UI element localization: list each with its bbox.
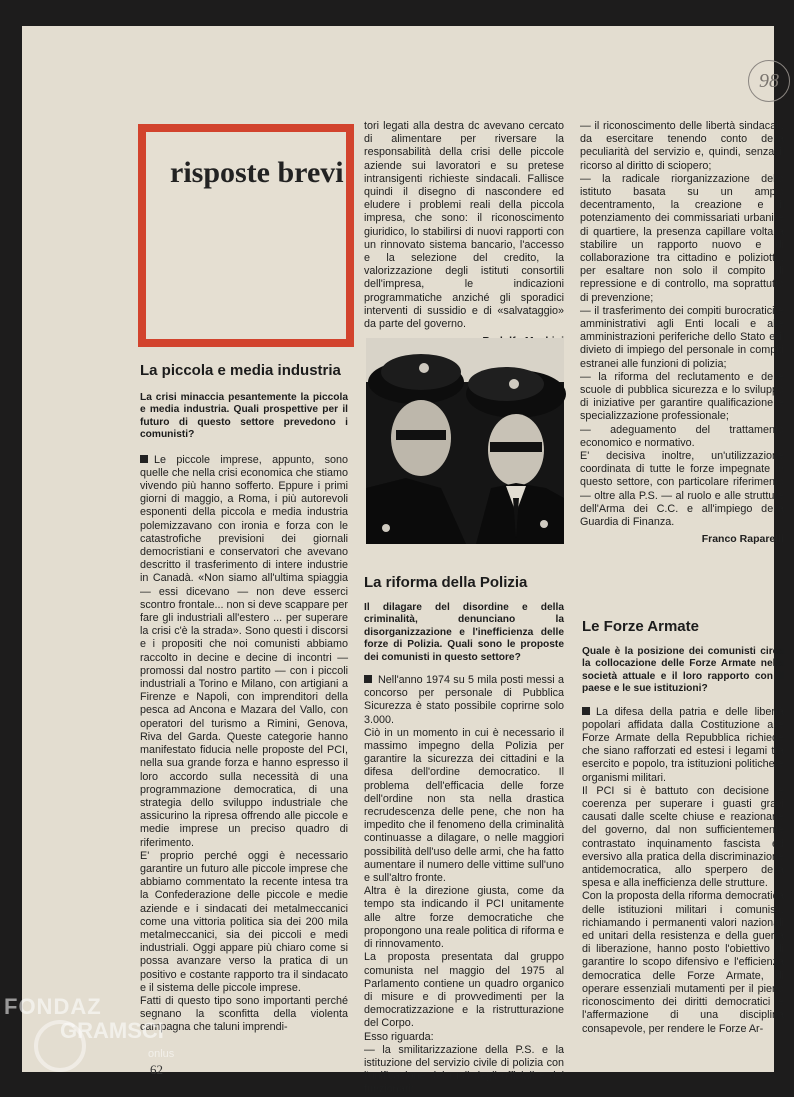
article-question-riforma-polizia: Il dilagare del disordine e della criminalità, denunciano la disorganizzazione e l'inefficienza delle forze di Polizia. Quali sono le proposte dei comunisti in questo settore? xyxy=(364,602,564,663)
section-title-box xyxy=(138,124,354,347)
article-paragraph: La proposta presentata dal gruppo comunista nel maggio del 1975 al Parlamento contiene un quadro organico di misure e di provvedimenti per la democratizzazione e la ristrutturazione del Corpo. xyxy=(364,951,564,1030)
column-3-top xyxy=(580,120,784,552)
police-officers-photo xyxy=(366,338,564,544)
list-item: — la radicale riorganizzazione dello istituto basata su un ampio decentramento, la creazione e il potenziamento dei commissariati urbani e di quartiere, la presenza capillare volta a stabilire un rapporto nuovo e di collaborazione tra cittadino e poliziotto, per esaltare non solo il compito di repressione e di controllo, ma soprattutto di prevenzione; xyxy=(580,172,784,304)
police-photo-illustration xyxy=(366,338,564,544)
column-2-top xyxy=(364,120,564,332)
article-paragraph: Fatti di questo tipo sono importanti perché segnano la sconfitta della violenta campagna che taluni imprendi- xyxy=(140,994,348,1034)
list-item: — il trasferimento dei compiti burocratici e amministrativi agli Enti locali e alle amministrazioni periferiche dello Stato e il divieto di impiego del personale in compiti estranei alle funzioni di polizia; xyxy=(580,304,784,370)
article-paragraph: Con la proposta della riforma democratica delle istituzioni militari i comunisti, richiamando i permanenti valori nazionali ed unitari della resistenza e della guerra di liberazione, hanno posto l'obiettivo di garantire lo scopo difensivo e l'efficienza democratica delle Forze Armate, di operare essenziali mutamenti per il pieno riconoscimento dei diritti democratici e l'affermazione di una disciplina consapevole, per rendere le Forze Ar- xyxy=(582,890,784,1035)
article-paragraph: Il PCI si è battuto con decisione e coerenza per superare i guasti gravi causati dalle scelte chiuse e reazionarie del governo, dal non sufficientemente contrastato inquinamento fascista ed eversivo alla pratica della discriminazione antidemocratica, allo sperpero della spesa e alla inefficienza delle strutture. xyxy=(582,784,784,890)
section-title: risposte brevi xyxy=(170,156,344,189)
bullet-square-icon xyxy=(364,675,372,683)
article-paragraph: Le piccole imprese, appunto, sono quelle che nella crisi economica che stiamo vivendo più hanno sofferto. Eppure i primi giorni di maggio, a Roma, i più autorevoli esponenti della piccola e media industria polemizzavano con ironia e forza con le catastrofiche previsioni dei giornali democristiani e conservatori che avevano descritto il trasferimento di intere industrie in Canadà. «Non siamo all'ultima spiaggia — essi dicevano — non deve esserci scontro frontale... non si deve scappare per fare gli industriali all'estero ... per superare la crisi c'è la strada». Sono questi i discorsi e i propositi che noi comunisti abbiamo raccolto in decine e decine di incontri — promossi dal nostro partito — con i piccoli industriali a Torino e Milano, con artigiani a Firenze e Napoli, con imprenditori della pesca ad Ancona e Mazara del Vallo, con operatori del turismo a Rimini, Genova, Riva del Garda. Queste categorie hanno manifestato fiducia nelle proposte del PCI, nella sua grande forza e hanno espresso il loro accordo sulla necessità di una programmazione democratica, di una strategia dello sviluppo industriale che assicurino la ripresa offrendo alle piccole e medie imprese un preciso quadro di riferimento. xyxy=(140,453,348,849)
article-paragraph: Nell'anno 1974 su 5 mila posti messi a concorso per personale di Pubblica Sicurezza è stato possibile coprirne solo 3.000. xyxy=(364,674,564,726)
article-paragraph: tori legati alla destra dc avevano cercato di alimentare per riversare la responsabilità della crisi delle piccole aziende sui lavoratori e su pretese intransigenti richieste sindacali. Fallisce quindi il disegno di nascondere ed eludere i problemi reali della piccola impresa, che sono: il riconoscimento giuridico, lo stabilirsi di nuovi rapporti con un rinnovato sistema bancario, l'accesso e la selezione del credito, la valorizzazione degli istituti consortili dell'impresa, le indicazioni programmatiche anziché gli sporadici interventi di sussidio e di «salvataggio» da parte del governo. xyxy=(364,120,564,331)
bullet-square-icon xyxy=(140,455,148,463)
article-question-piccola-industria: La crisi minaccia pesantemente la piccola e media industria. Quali prospettive per il futuro di questo settore prevedono i comunisti? xyxy=(140,392,348,441)
column-1 xyxy=(140,362,348,1062)
article-paragraph: Altra è la direzione giusta, come da tempo sta indicando il PCI unitamente alle altre forze democratiche che propongono una reale politica di riforma e di rinnovamento. xyxy=(364,885,564,951)
page-number: 62 xyxy=(150,1062,163,1077)
article-question-forze-armate: Quale è la posizione dei comunisti circa la collocazione delle Forze Armate nella società attuale e il loro rapporto con il paese e le sue istituzioni? xyxy=(582,646,784,695)
article-paragraph: La difesa della patria e delle libertà popolari affidata dalla Costituzione alle Forze Armate della Repubblica richiede che siano rafforzati ed estesi i legami tra esercito e popolo, tra istituzioni politiche e organismi militari. xyxy=(582,705,784,784)
list-item: — adeguamento del trattamento economico e normativo. xyxy=(580,423,784,449)
article-heading-piccola-industria: La piccola e media industria xyxy=(140,362,341,379)
list-item: — il riconoscimento delle libertà sindacali, da esercitare tenendo conto della peculiarità del servizio e, quindi, senza il ricorso al diritto di sciopero; xyxy=(580,120,784,172)
proposal-list-continued xyxy=(580,120,784,450)
article-paragraph: Ciò in un momento in cui è necessario il massimo impegno della Polizia per garantire la sicurezza dei cittadini e la difesa dell'ordine democratico. Il problema dell'efficacia delle forze dell'ordine non sta nella drastica recrudescenza delle pene, che non ha impedito che il fenomeno della criminalità continuasse a dilagare, o nelle maggiori possibilità dell'uso delle armi, che ha fatto aumentare il numero delle vittime sull'uno e sull'altro fronte. xyxy=(364,726,564,885)
watermark-text-3: onlus xyxy=(148,1048,175,1060)
watermark-text: FONDAZ xyxy=(4,994,102,1019)
article-paragraph: E' decisiva inoltre, un'utilizzazione coordinata di tutte le forze impegnate in questo settore, con particolare riferimento — oltre alla P.S. — al ruolo e alle strutture dell'Arma dei C.C. e all'impiego della Guardia di Finanza. xyxy=(580,450,784,529)
proposal-list xyxy=(364,1044,564,1097)
bullet-square-icon xyxy=(582,707,590,715)
article-heading-riforma-polizia: La riforma della Polizia xyxy=(364,574,528,591)
magazine-page xyxy=(22,26,784,1096)
list-item: — la riforma del reclutamento e delle scuole di pubblica sicurezza e lo sviluppo di iniziative per garantire qualificazione e specializzazione professionale; xyxy=(580,370,784,423)
column-2-bottom xyxy=(364,574,564,1096)
column-3-bottom xyxy=(582,618,784,1062)
list-item: — la smilitarizzazione della P.S. e la istituzione del servizio civile di polizia con l'unificazione dei ruoli degli ufficiali e dei funzionari; xyxy=(364,1043,564,1096)
article-paragraph: Esso riguarda: xyxy=(364,1030,434,1043)
article-heading-forze-armate: Le Forze Armate xyxy=(582,618,699,635)
author-signature-raparelli: Franco Raparelli xyxy=(701,533,784,546)
archive-stamp: 98 xyxy=(748,60,790,102)
watermark-text-2: GRAMSCI xyxy=(60,1018,164,1043)
article-paragraph: E' proprio perché oggi è necessario garantire un futuro alle piccole imprese che abbiamo commentato la recente intesa tra la Confederazione delle piccole e medie aziende e i sindacati dei metalmeccanici come una vittoria politica sia dei 200 mila metalmeccanici, sia dei piccoli e medi industriali. Oggi appare più chiaro come si possa avanzare verso la pratica di un positivo e costante rapporto tra il sindacato e il sistema delle piccole imprese. xyxy=(140,849,348,994)
